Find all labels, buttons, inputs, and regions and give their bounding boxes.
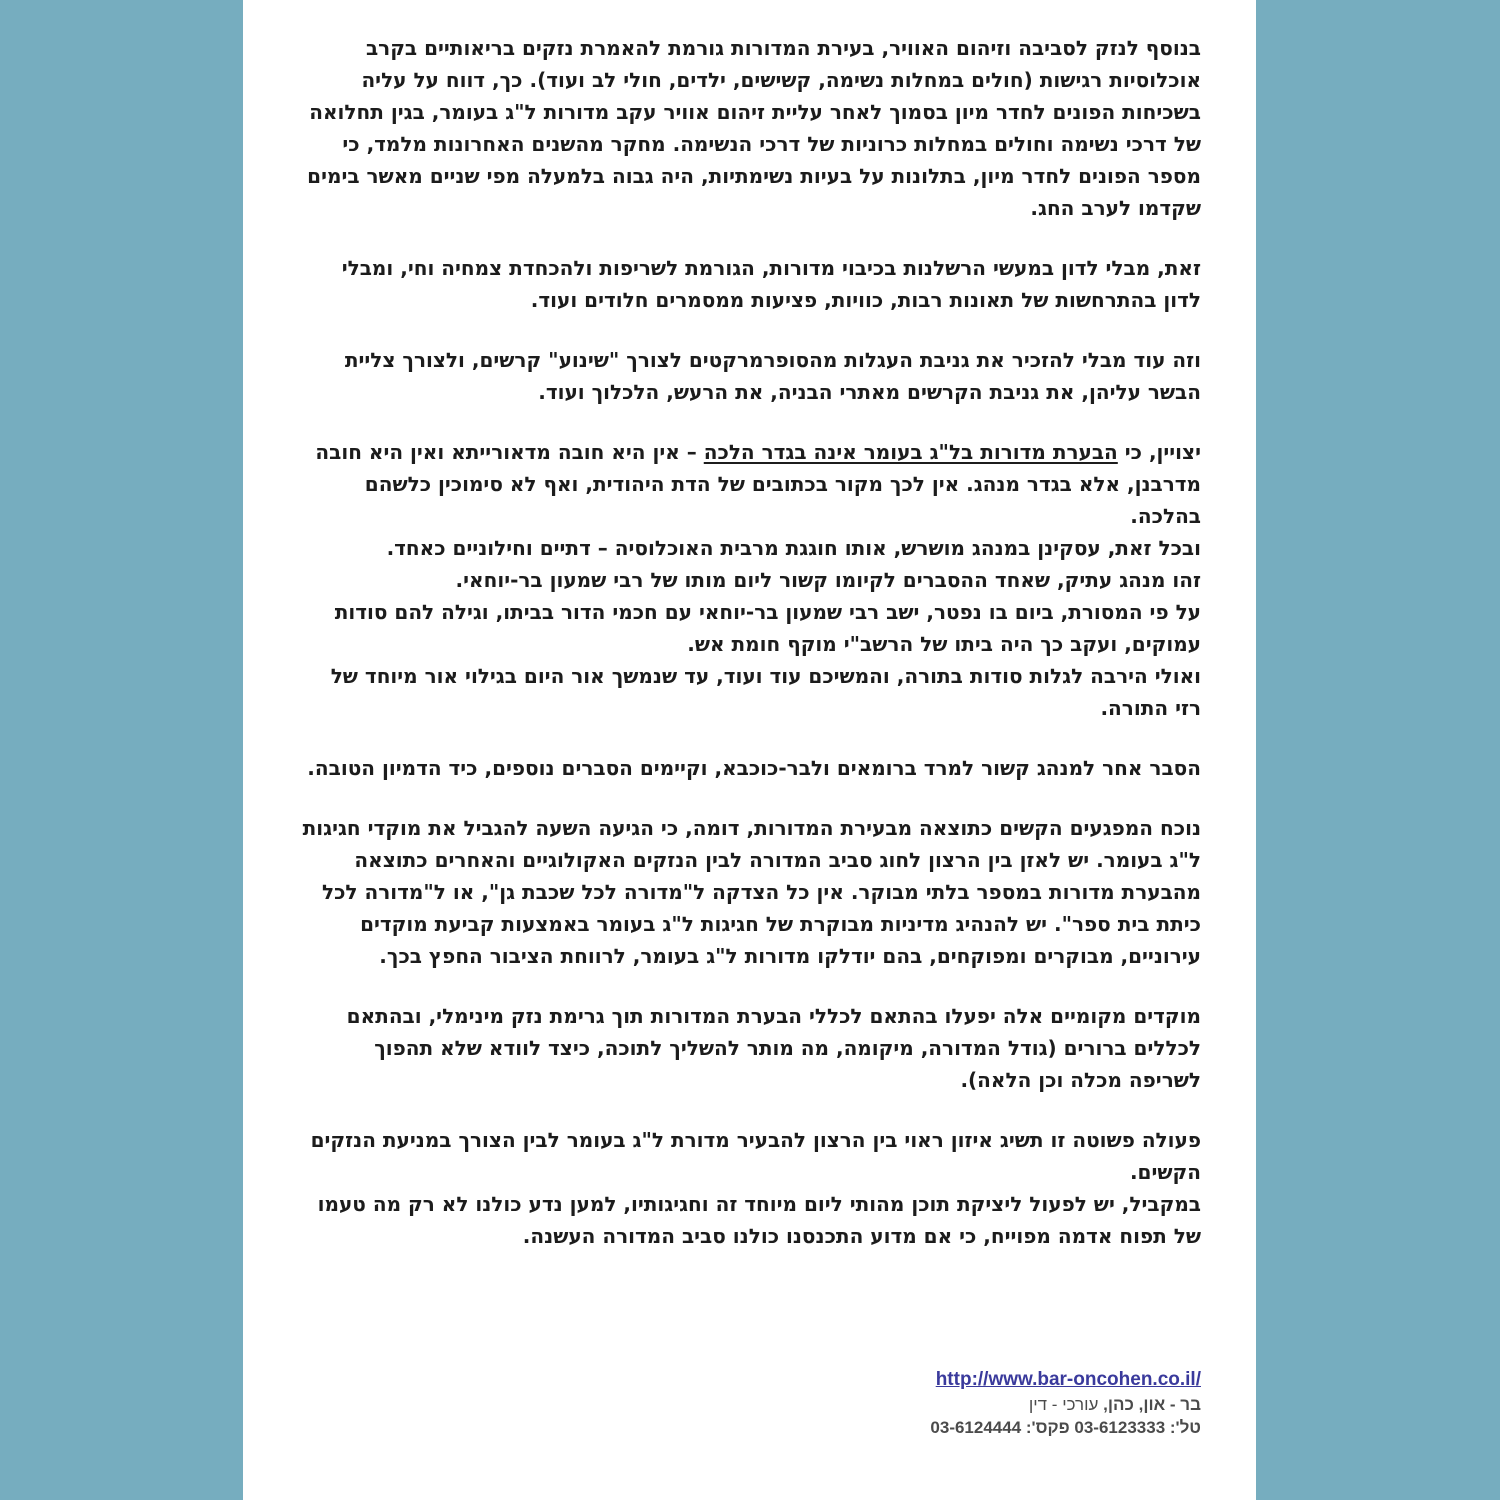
website-link[interactable]: http://www.bar-oncohen.co.il/ (935, 1369, 1201, 1390)
paragraph: מוקדים מקומיים אלה יפעלו בהתאם לכללי הבערת המדורות תוך גרימת נזק מינימלי, ובהתאם לכללים ברורים (גודל המדורה, מיקומה, מה מותר להשליך לתוכה, כיצד לוודא שלא תהפוך לשריפה מכלה וכן הלאה). (346, 1004, 1201, 1092)
footer (873, 1368, 1201, 1439)
article-body (298, 32, 1201, 1252)
contact-phones: טל': 03-6123333 פקס': 03-6124444 (930, 1418, 1201, 1437)
text-line: במקביל, יש לפעול ליציקת תוכן מהותי ליום מיוחד זה וחגיגותיו, למען נדע כולנו לא רק מה טעמו של תפוח אדמה מפוייח, כי אם מדוע התכנסנו כולנו סביב המדורה העשנה. (317, 1192, 1201, 1248)
text-line: ואולי הירבה לגלות סודות בתורה, והמשיכם עוד ועוד, עד שנמשך אור היום בגילוי אור מיוחד של רזי התורה. (330, 664, 1201, 720)
paragraph: זאת, מבלי לדון במעשי הרשלנות בכיבוי מדורות, הגורמת לשריפות ולהכחדת צמחיה וחי, ומבלי לדון בהתרחשות של תאונות רבות, כוויות, פציעות ממסמרים חלודים ועוד. (341, 256, 1201, 312)
text-line: פעולה פשוטה זו תשיג איזון ראוי בין הרצון להבעיר מדורת ל"ג בעומר לבין הצורך במניעת הנזקים הקשים. (310, 1128, 1201, 1184)
firm-suffix: עורכי - דין (1028, 1395, 1099, 1414)
firm-partners: בר - און, כהן, (1103, 1395, 1201, 1414)
paragraph: נוכח המפגעים הקשים כתוצאה מבעירת המדורות, דומה, כי הגיעה השעה להגביל את מוקדי חגיגות ל"ג בעומר. יש לאזן בין הרצון לחוג סביב המדורה לבין הנזקים האקולוגיים והאחרים כתוצאה מהבערת מדורות במספר בלתי מבוקר. אין כל הצדקה ל"מדורה לכל שכבת גן", או ל"מדורה לכל כיתת בית ספר". יש להנהיג מדיניות מבוקרת של חגיגות ל"ג בעומר באמצעות קביעת מוקדים עירוניים, מבוקרים ומפוקחים, בהם יודלקו מדורות ל"ג בעומר, לרווחת הציבור החפץ בכך. (302, 816, 1201, 968)
underlined-statement: הבערת מדורות בל"ג בעומר אינה בגדר הלכה (703, 440, 1118, 464)
text-line: על פי המסורת, ביום בו נפטר, ישב רבי שמעון בר-יוחאי עם חכמי הדור בביתו, וגילה להם סודות עמוקים, ועקב כך היה ביתו של הרשב"י מוקף חומת אש. (334, 600, 1201, 656)
paragraph: בנוסף לנזק לסביבה וזיהום האוויר, בעירת המדורות גורמת להאמרת נזקים בריאותיים בקרב אוכלוסיות רגישות (חולים במחלות נשימה, קשישים, ילדים, חולי לב ועוד). כך, דווח על עליה בשכיחות הפונים לחדר מיון בסמוך לאחר עליית זיהום אוויר עקב מדורות ל"ג בעומר, בגין תחלואה של דרכי נשימה וחולים במחלות כרוניות של דרכי הנשימה. מחקר מהשנים האחרונות מלמד, כי מספר הפונים לחדר מיון, בתלונות על בעיות נשימתיות, היה גבוה בלמעלה מפי שניים מאשר בימים שקדמו לערב החג. (307, 36, 1201, 220)
text-span: – אין היא חובה מדאורייתא ואין היא חובה מדרבנן, אלא בגדר מנהג. אין לכך מקור בכתובים של הדת היהודית, ואף לא סימוכין כלשהם בהלכה. (315, 440, 1201, 528)
firm-name (873, 1393, 1201, 1416)
text-span: יצויין, כי (1117, 440, 1201, 464)
text-line: זהו מנהג עתיק, שאחד ההסברים לקיומו קשור ליום מותו של רבי שמעון בר-יוחאי. (455, 568, 1201, 592)
document-page (243, 0, 1256, 1500)
paragraph: וזה עוד מבלי להזכיר את גניבת העגלות מהסופרמרקטים לצורך "שינוע" קרשים, ולצורך צליית הבשר עליהן, את גניבת הקרשים מאתרי הבניה, את הרעש, הלכלוך ועוד. (344, 348, 1201, 404)
text-line: ובכל זאת, עסקינן במנהג מושרש, אותו חוגגת מרבית האוכלוסיה – דתיים וחילוניים כאחד. (386, 536, 1201, 560)
paragraph-halacha (298, 436, 1201, 532)
paragraph: הסבר אחר למנהג קשור למרד ברומאים ולבר-כוכבא, וקיימים הסברים נוספים, כיד הדמיון הטובה. (307, 756, 1201, 780)
